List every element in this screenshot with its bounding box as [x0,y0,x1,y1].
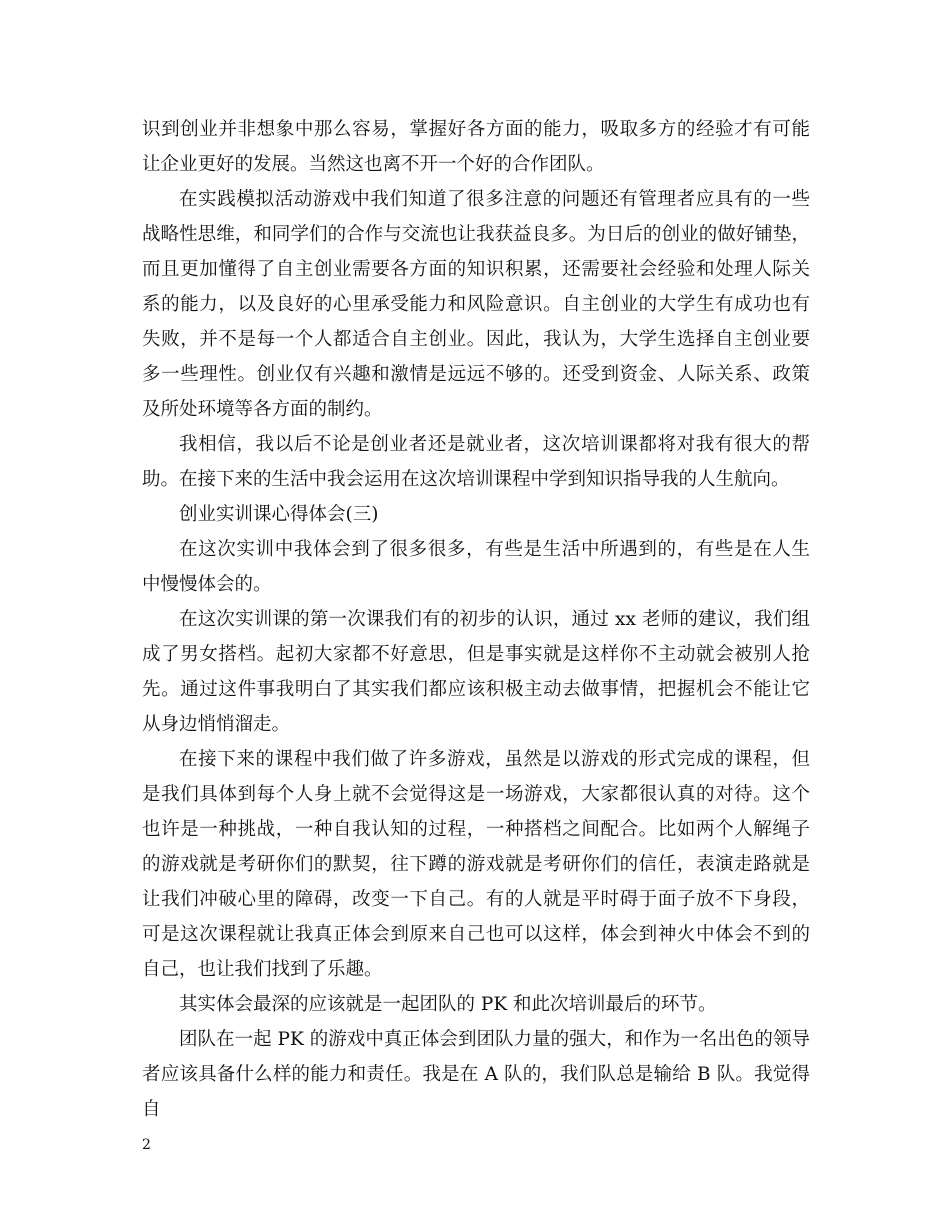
page-number: 2 [142,1137,151,1153]
text-line: 及所处环境等各方面的制约。 [142,399,383,420]
text-line: 系的能力，以及良好的心里承受能力和风险意识。自主创业的大学生有成功也有 [142,294,810,315]
section-heading: 创业实训课心得体会(三) [179,504,379,525]
text-line: 我相信，我以后不论是创业者还是就业者，这次培训课都将对我有很大的帮 [179,434,810,455]
text-line: 助。在接下来的生活中我会运用在这次培训课程中学到知识指导我的人生航向。 [142,469,790,490]
text-line: 从身边悄悄溜走。 [142,714,291,735]
text-line: 在实践模拟活动游戏中我们知道了很多注意的问题还有管理者应具有的一些 [179,189,810,210]
text-line: 在这次实训课的第一次课我们有的初步的认识，通过 xx 老师的建议，我们组 [179,609,810,630]
body-text [142,112,810,1120]
text-line: 失败，并不是每一个人都适合自主创业。因此，我认为，大学生选择自主创业要 [142,329,810,350]
text-line: 也许是一种挑战，一种自我认知的过程，一种搭档之间配合。比如两个人解绳子 [142,819,810,840]
text-line: 识到创业并非想象中那么容易，掌握好各方面的能力，吸取多方的经验才有可能 [142,119,810,140]
text-line: 者应该具备什么样的能力和责任。我是在 A 队的，我们队总是输给 B 队。我觉得自 [142,1064,810,1120]
text-line: 其实体会最深的应该就是一起团队的 PK 和此次培训最后的环节。 [179,994,717,1015]
text-line: 多一些理性。创业仅有兴趣和激情是远远不够的。还受到资金、人际关系、政策 [142,364,810,385]
text-line: 可是这次课程就让我真正体会到原来自己也可以这样，体会到神火中体会不到的 [142,924,810,945]
text-line: 自己，也让我们找到了乐趣。 [142,959,383,980]
text-line: 而且更加懂得了自主创业需要各方面的知识积累，还需要社会经验和处理人际关 [142,259,810,280]
text-line: 让企业更好的发展。当然这也离不开一个好的合作团队。 [142,154,605,175]
text-line: 战略性思维，和同学们的合作与交流也让我获益良多。为日后的创业的做好铺垫， [142,224,810,245]
text-line: 在接下来的课程中我们做了许多游戏，虽然是以游戏的形式完成的课程，但 [179,749,810,770]
text-line: 先。通过这件事我明白了其实我们都应该积极主动去做事情，把握机会不能让它 [142,679,810,700]
text-line: 成了男女搭档。起初大家都不好意思，但是事实就是这样你不主动就会被别人抢 [142,644,810,665]
text-line: 是我们具体到每个人身上就不会觉得这是一场游戏，大家都很认真的对待。这个 [142,784,810,805]
text-line: 让我们冲破心里的障碍，改变一下自己。有的人就是平时碍于面子放不下身段， [142,889,810,910]
text-line: 在这次实训中我体会到了很多很多，有些是生活中所遇到的，有些是在人生 [179,539,810,560]
text-line: 团队在一起 PK 的游戏中真正体会到团队力量的强大，和作为一名出色的领导 [179,1029,810,1050]
text-line: 中慢慢体会的。 [142,574,272,595]
text-line: 的游戏就是考研你们的默契，往下蹲的游戏就是考研你们的信任，表演走路就是 [142,854,810,875]
